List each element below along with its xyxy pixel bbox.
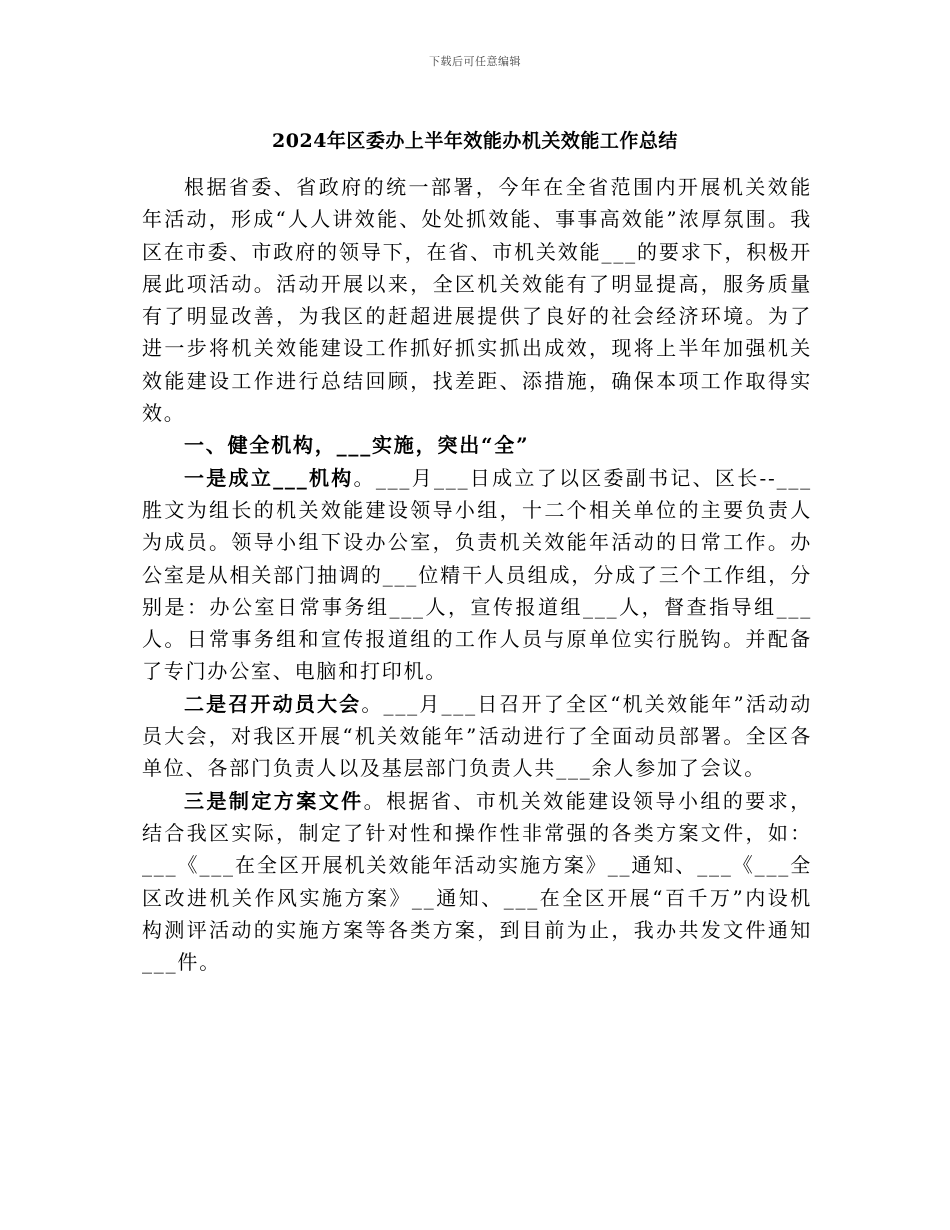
paragraph-lead: 二是召开动员大会 (184, 691, 362, 716)
paragraph-item-3 (142, 785, 812, 979)
header-note: 下载后可任意编辑 (429, 55, 521, 68)
paragraph-text: 。根据省、市机关效能建设领导小组的要求，结合我区实际，制定了针对性和操作性非常强的各类方案文件，如：___《___在全区开展机关效能年活动实施方案》__通知、___《___全区改进机关作风实施方案》__通知、___在全区开展“百千万”内设机构测评活动的实施方案等各类方案，到目前为止，我办共发文件通知___件。 (142, 788, 813, 975)
paragraph-text: 。___月___日成立了以区委副书记、区长--___胜文为组长的机关效能建设领导小组，十二个相关单位的主要负责人为成员。领导小组下设办公室，负责机关效能年活动的日常工作。办公室是从相关部门抽调的___位精干人员组成，分成了三个工作组，分别是：办公室日常事务组___人，宣传报道组___人，督查指导组___人。日常事务组和宣传报道组的工作人员与原单位实行脱钩。并配备了专门办公室、电脑和打印机。 (142, 465, 812, 684)
paragraph-item-2 (142, 688, 812, 785)
paragraph-text: 。___月___日召开了全区“机关效能年”活动动员大会，对我区开展“机关效能年”活动进行了全面动员部署。全区各单位、各部门负责人以及基层部门负责人共___余人参加了会议。 (142, 691, 813, 781)
document-title: 2024年区委办上半年效能办机关效能工作总结 (272, 130, 678, 152)
paragraph-text: 根据省委、省政府的统一部署，今年在全省范围内开展机关效能年活动，形成“人人讲效能、处处抓效能、事事高效能”浓厚氛围。我区在市委、市政府的领导下，在省、市机关效能___的要求下，积极开展此项活动。活动开展以来，全区机关效能有了明显提高，服务质量有了明显改善，为我区的赶超进展提供了良好的社会经济环境。为了进一步将机关效能建设工作抓好抓实抓出成效，现将上半年加强机关效能建设工作进行总结回顾，找差距、添措施，确保本项工作取得实效。 (142, 175, 812, 426)
document-body (142, 171, 812, 978)
section-heading: 一、健全机构，___实施，突出“全” (184, 433, 530, 458)
paragraph-lead: 一是成立___机构 (184, 465, 354, 490)
paragraph-intro (142, 171, 812, 429)
paragraph-lead: 三是制定方案文件 (184, 788, 364, 813)
paragraph-item-1 (142, 462, 812, 688)
